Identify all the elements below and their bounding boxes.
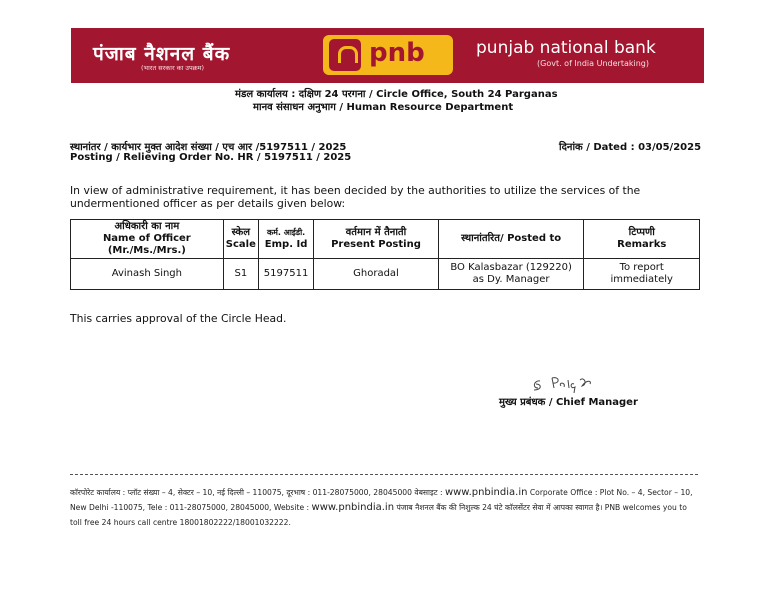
header-scale xyxy=(223,220,258,259)
bank-name-english: punjab national bank xyxy=(476,38,656,58)
bank-header-banner xyxy=(71,28,704,83)
order-body-text: In view of administrative requirement, it has been decided by the authorities to utilize the services of the undermentioned officer as per details given below: xyxy=(70,184,641,210)
footer-divider xyxy=(70,474,698,475)
bank-tagline-english: (Govt. of India Undertaking) xyxy=(537,59,649,68)
header-text: Emp. Id xyxy=(264,239,308,250)
footer-text: कॉरपोरेट कार्यालय : प्लॉट संख्या – 4, सेक्टर – 10, नई दिल्ली – 110075, दूरभाष : 011-28075000, 28045000 वेबसाइट : xyxy=(70,488,445,497)
circle-office-line: मंडल कार्यालय : दक्षिण 24 परगना / Circle Office, South 24 Parganas xyxy=(235,89,558,100)
order-number-english: Posting / Relieving Order No. HR / 5197511 / 2025 xyxy=(70,152,352,163)
pnb-logo-text: pnb xyxy=(369,38,425,68)
header-text: Present Posting xyxy=(331,239,421,250)
header-text: कर्म. आईडी. xyxy=(266,228,306,237)
order-date: दिनांक / Dated : 03/05/2025 xyxy=(559,142,702,153)
pnb-logo-icon xyxy=(329,39,361,71)
posting-table xyxy=(70,219,700,290)
header-name-of-officer xyxy=(71,220,224,259)
remarks-line: immediately xyxy=(610,274,673,285)
cell-remarks xyxy=(584,259,700,290)
cell-officer-name: Avinash Singh xyxy=(71,259,224,290)
posted-to-branch: BO Kalasbazar (129220) xyxy=(450,262,572,273)
cell-scale: S1 xyxy=(223,259,258,290)
bank-name-hindi: पंजाब नैशनल बैंक xyxy=(93,43,231,65)
pnb-logo xyxy=(323,35,453,75)
header-text: अधिकारी का नाम xyxy=(114,221,180,232)
footer-website-link[interactable]: www.pnbindia.in xyxy=(444,487,528,498)
footer-text: Corporate Office : Plot No. – 4, Sector – 10, New Delhi -110075, Tele : 011-28075000, 28045000, Website : xyxy=(70,488,693,512)
header-remarks xyxy=(584,220,700,259)
header-text: Name of Officer xyxy=(102,233,191,244)
remarks-line: To report xyxy=(619,262,664,273)
header-present-posting xyxy=(314,220,439,259)
footer-website-link[interactable]: www.pnbindia.in xyxy=(311,502,395,513)
header-emp-id xyxy=(258,220,313,259)
signatory-designation: मुख्य प्रबंधक / Chief Manager xyxy=(499,397,638,408)
cell-emp-id: 5197511 xyxy=(258,259,313,290)
header-text: वर्तमान में तैनाती xyxy=(345,227,407,238)
posted-to-designation: as Dy. Manager xyxy=(472,274,550,285)
table-row xyxy=(71,259,700,290)
header-text: (Mr./Ms./Mrs.) xyxy=(107,245,186,256)
header-text: Remarks xyxy=(617,239,667,250)
table-header-row xyxy=(71,220,700,259)
bank-tagline-hindi: (भारत सरकार का उपक्रम) xyxy=(141,64,205,72)
department-line: मानव संसाधन अनुभाग / Human Resource Department xyxy=(253,102,514,113)
approval-note: This carries approval of the Circle Head. xyxy=(70,312,287,325)
footer-address xyxy=(70,485,700,530)
header-text: स्थानांतरित/ Posted to xyxy=(461,233,562,244)
header-text: स्केल xyxy=(231,227,250,238)
footer-text: पंजाब नैशनल बैंक की निशुल्क 24 घंटे कॉलसेंटर सेवा में आपका स्वागत है। PNB welcomes you to toll free 24 hours call centre 18001802222/18001032222. xyxy=(70,503,687,527)
signature-image xyxy=(528,374,608,394)
order-number-hindi: स्थानांतर / कार्यभार मुक्त आदेश संख्या / एच आर /5197511 / 2025 xyxy=(70,142,347,153)
header-text: Scale xyxy=(225,239,256,250)
header-text: टिप्पणी xyxy=(628,227,655,238)
cell-posted-to xyxy=(438,259,584,290)
cell-present-posting: Ghoradal xyxy=(314,259,439,290)
header-posted-to xyxy=(438,220,584,259)
